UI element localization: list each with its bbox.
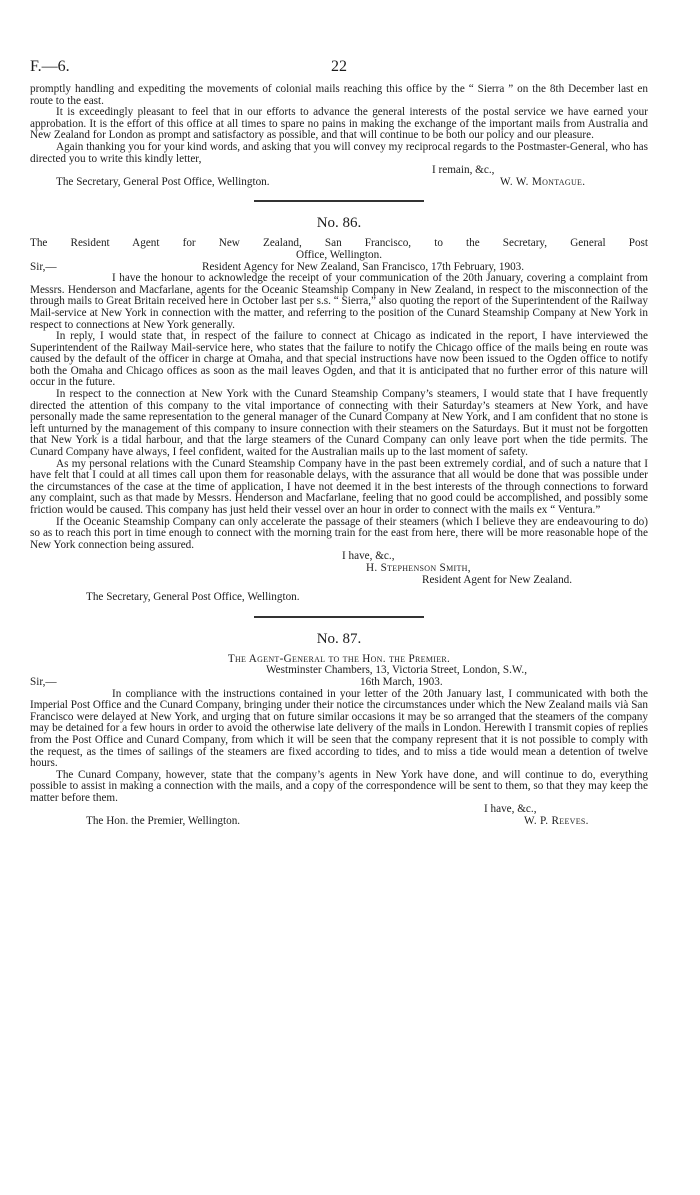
paragraph: In respect to the connection at New York with the Cunard Steamship Company’s steamers, I would state that I have frequently directed the attention of this company to the vital importance of connecting with their Saturday’s steamers at New York, and have personally made the same representation to the general manager of the Cunard Company at New York, and I am confident that no stone is left unturned by the management of this company to insure connection with their steamers on the Saturdays. But it must not be forgotten that New York is a tidal harbour, and that the large steamers of the Cunard Company can only leave port when the tide permits. The Cunard Company have always, I feel confident, waited for the Australian mails up to the last moment of safety. <box>30 388 648 459</box>
address-row <box>30 665 648 677</box>
paragraph: I have the honour to acknowledge the receipt of your communication of the 20th January, covering a complaint from Messrs. Henderson and Macfarlane, agents for the Oceanic Steamship Company in New Zealand, in respect to the misconnection of the through mails to Great Britain received here in October last per s.s. “ Sierra,” also quoting the report of the Superintendent of the Railway Mail-service at New York in connection with the matter, and referring to the position of the Cunard Steamship Company at New York in respect to connections at New York generally. <box>30 272 648 331</box>
paragraph: In compliance with the instructions contained in your letter of the 20th January last, I communicated with both the Imperial Post Office and the Cunard Company, bringing under their notice the circumstances under which the New Zealand mails vià San Francisco were delayed at New York, and urging that on future similar occasions it may be so arranged that the steamers of the company may be detained for a few hours in order to avoid the otherwise late delivery of the mails in London. Herewith I transmit copies of replies from the Post Office and Cunard Company, from which it will be seen that the company represent that it is not possible to comply with the request, as the times of sailings of the steamers are fixed according to tides, and to miss a tide would mean a detention of twelve hours. <box>30 687 648 770</box>
section-divider <box>254 200 424 202</box>
paragraph: The Cunard Company, however, state that the company’s agents in New York have done, and will continue to do, everything possible to assist in making a connection with the mails, and a copy of the correspondence will be sent to them, so that they may keep the matter before them. <box>30 768 648 804</box>
closing: I have, &c., <box>484 803 537 816</box>
page-header <box>30 58 648 84</box>
letter-heading: The Agent-General to the Hon. the Premier. <box>227 652 451 665</box>
addressee-row <box>30 592 648 604</box>
sender-address: Westminster Chambers, 13, Victoria Street, London, S.W., <box>266 664 527 677</box>
letter-heading: The Resident Agent for New Zealand, San Francisco, to the Secretary, General Post <box>30 237 648 250</box>
addressee-row <box>30 816 648 828</box>
signature-title-row <box>30 575 648 587</box>
section-divider <box>254 616 424 618</box>
page-number: 22 <box>331 58 347 75</box>
paragraph: If the Oceanic Steamship Company can only accelerate the passage of their steamers (which I believe they are endeavouring to do) so as to reach this port in time enough to connect with the morning train for the east from here, there will be more reasonable hope of the New York connection being assured. <box>30 515 648 551</box>
signature-title: Resident Agent for New Zealand. <box>422 573 573 586</box>
addressee-row <box>30 177 648 189</box>
addressee: The Secretary, General Post Office, Wellington. <box>56 175 270 188</box>
salutation-row <box>30 262 648 274</box>
paragraph: In reply, I would state that, in respect of the failure to connect at Chicago as indicated in the report, I have interviewed the Superintendent of the Railway Mail-service here, who states that the failure to notify the Chicago office of the mails being en route was caused by the default of the officer in charge at Omaha, and that special instructions have now been issued to the Ogden office to notify both the Omaha and Chicago offices as soon as the mail leaves Ogden, and that it is anticipated that no further error of this nature will occur in the future. <box>30 330 648 389</box>
paragraph: It is exceedingly pleasant to feel that in our efforts to advance the general interests of the postal service we have earned your approbation. It is the effort of this office at all times to spare no pains in making the exchange of the important mails from Australia and New Zealand for London as prompt and satisfactory as possible, and that will continue to be both our policy and our pleasure. <box>30 106 648 142</box>
letter-heading-continued: Office, Wellington. <box>296 248 382 261</box>
paragraph: Again thanking you for your kind words, and asking that you will convey my reciprocal regards to the Postmaster-General, who has directed you to write this kindly letter, <box>30 140 648 165</box>
signature: W. W. Montague. <box>500 175 586 188</box>
signature-row <box>30 563 648 575</box>
dateline: Resident Agency for New Zealand, San Francisco, 17th February, 1903. <box>202 260 525 273</box>
letter-date: 16th March, 1903. <box>360 675 443 688</box>
document-reference: F.—6. <box>30 58 70 75</box>
paragraph: promptly handling and expediting the movements of colonial mails reaching this office by the “ Sierra ” on the 8th December last en route to the east. <box>30 83 648 107</box>
signature: H. Stephenson Smith, <box>366 561 471 574</box>
letter-number: No. 87. <box>316 630 362 647</box>
paragraph: As my personal relations with the Cunard Steamship Company have in the past been extremely cordial, and of such a nature that I have felt that I could at all times call upon them for reasonable delays, with the assurance that all would be done that was possible under the circumstances of the case at the time of application, I have not deemed it in the best interests of the through connections to forward any complaint, such as that made by Messrs. Henderson and Macfarlane, feeling that no good could be accomplished, and possibly some friction would be caused. This company has just held their vessel over an hour in order to connect with the mails ex “ Ventura.” <box>30 457 648 516</box>
previous-letter-continuation <box>30 84 648 188</box>
document-page <box>30 58 648 828</box>
closing: I have, &c., <box>342 550 395 563</box>
salutation: Sir,— <box>30 675 57 688</box>
closing: I remain, &c., <box>432 164 495 177</box>
signature: W. P. Reeves. <box>524 815 589 828</box>
letter-86 <box>30 214 648 603</box>
closing-row <box>30 165 648 177</box>
date-row <box>30 677 648 689</box>
addressee: The Secretary, General Post Office, Wellington. <box>86 591 300 604</box>
closing-row <box>30 551 648 563</box>
letter-87 <box>30 630 648 828</box>
letter-number: No. 86. <box>316 215 362 232</box>
salutation: Sir,— <box>30 260 57 273</box>
addressee: The Hon. the Premier, Wellington. <box>86 815 241 828</box>
